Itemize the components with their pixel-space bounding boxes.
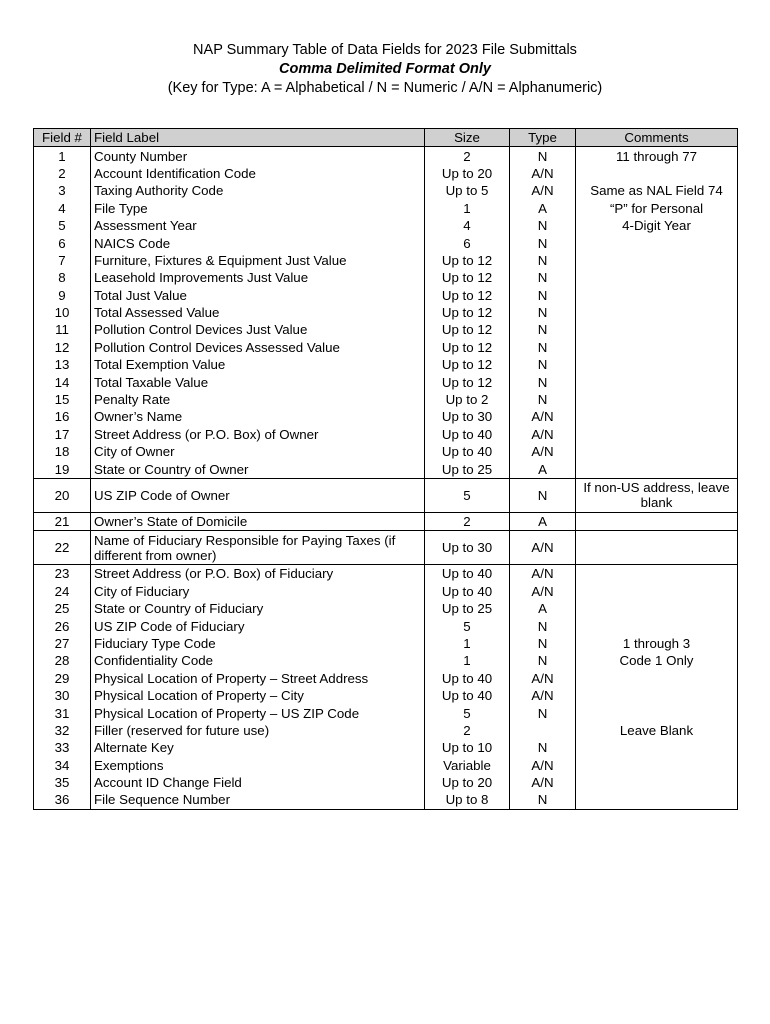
field-label-cell: Account Identification Code (91, 165, 425, 182)
table-row (34, 339, 738, 356)
table-row (34, 722, 738, 739)
type-cell: N (510, 739, 576, 756)
type-cell: N (510, 704, 576, 721)
comments-cell: 1 through 3 (576, 635, 738, 652)
table-row (34, 287, 738, 304)
size-cell: Variable (425, 757, 510, 774)
table-row (34, 234, 738, 251)
table-row (34, 269, 738, 286)
field-number-cell: 8 (34, 269, 91, 286)
comments-cell (576, 321, 738, 338)
comments-cell (576, 687, 738, 704)
column-header-size: Size (425, 129, 510, 147)
field-label-cell: County Number (91, 147, 425, 165)
field-label-cell: Penalty Rate (91, 391, 425, 408)
size-cell: Up to 40 (425, 583, 510, 600)
table-row (34, 443, 738, 460)
field-label-cell: Total Exemption Value (91, 356, 425, 373)
document-header (0, 41, 770, 98)
type-cell: A (510, 460, 576, 478)
field-number-cell: 11 (34, 321, 91, 338)
size-cell: Up to 2 (425, 391, 510, 408)
type-cell: A (510, 512, 576, 530)
field-number-cell: 28 (34, 652, 91, 669)
comments-cell (576, 165, 738, 182)
table-row (34, 217, 738, 234)
table-row (34, 408, 738, 425)
field-label-cell: Total Assessed Value (91, 304, 425, 321)
table-row (34, 652, 738, 669)
field-number-cell: 16 (34, 408, 91, 425)
type-cell: N (510, 373, 576, 390)
type-cell: A (510, 600, 576, 617)
type-key-note: (Key for Type: A = Alphabetical / N = Numeric / A/N = Alphanumeric) (167, 80, 603, 96)
type-cell: N (510, 234, 576, 251)
table-row (34, 460, 738, 478)
field-label-cell: Total Taxable Value (91, 373, 425, 390)
type-cell: N (510, 652, 576, 669)
size-cell: 5 (425, 704, 510, 721)
field-number-cell: 22 (34, 531, 91, 565)
field-number-cell: 2 (34, 165, 91, 182)
type-cell: A (510, 200, 576, 217)
field-number-cell: 27 (34, 635, 91, 652)
comments-cell: 4-Digit Year (576, 217, 738, 234)
field-label-cell: Exemptions (91, 757, 425, 774)
comments-cell (576, 234, 738, 251)
field-label-cell: File Type (91, 200, 425, 217)
table-row (34, 200, 738, 217)
table-header-row (34, 129, 738, 147)
type-cell: N (510, 478, 576, 512)
table-row (34, 670, 738, 687)
type-cell: A/N (510, 583, 576, 600)
table-row (34, 531, 738, 565)
size-cell: Up to 20 (425, 774, 510, 791)
field-number-cell: 34 (34, 757, 91, 774)
field-label-cell: Alternate Key (91, 739, 425, 756)
field-number-cell: 14 (34, 373, 91, 390)
column-header-field-number: Field # (34, 129, 91, 147)
field-number-cell: 5 (34, 217, 91, 234)
field-number-cell: 24 (34, 583, 91, 600)
field-label-cell: File Sequence Number (91, 791, 425, 809)
field-number-cell: 18 (34, 443, 91, 460)
size-cell: Up to 40 (425, 426, 510, 443)
table-row (34, 687, 738, 704)
field-label-cell: Owner’s Name (91, 408, 425, 425)
table-row (34, 512, 738, 530)
field-number-cell: 7 (34, 252, 91, 269)
field-number-cell: 13 (34, 356, 91, 373)
document-title: NAP Summary Table of Data Fields for 2023 File Submittals (193, 42, 577, 58)
type-cell: N (510, 791, 576, 809)
type-cell: A/N (510, 426, 576, 443)
comments-cell (576, 339, 738, 356)
comments-cell (576, 391, 738, 408)
type-cell: A/N (510, 531, 576, 565)
field-label-cell: US ZIP Code of Fiduciary (91, 617, 425, 634)
comments-cell (576, 426, 738, 443)
field-number-cell: 26 (34, 617, 91, 634)
size-cell: Up to 8 (425, 791, 510, 809)
size-cell: 4 (425, 217, 510, 234)
type-cell: A/N (510, 408, 576, 425)
comments-cell: “P” for Personal (576, 200, 738, 217)
field-label-cell: City of Fiduciary (91, 583, 425, 600)
size-cell: Up to 30 (425, 531, 510, 565)
comments-cell (576, 356, 738, 373)
size-cell: Up to 20 (425, 165, 510, 182)
field-number-cell: 10 (34, 304, 91, 321)
size-cell: Up to 40 (425, 443, 510, 460)
field-number-cell: 36 (34, 791, 91, 809)
table-row (34, 757, 738, 774)
field-label-cell: Leasehold Improvements Just Value (91, 269, 425, 286)
table-row (34, 373, 738, 390)
comments-cell (576, 600, 738, 617)
comments-cell (576, 565, 738, 583)
comments-cell (576, 617, 738, 634)
type-cell: N (510, 269, 576, 286)
table-row (34, 252, 738, 269)
comments-cell (576, 739, 738, 756)
comments-cell: Leave Blank (576, 722, 738, 739)
size-cell: 2 (425, 147, 510, 165)
field-number-cell: 25 (34, 600, 91, 617)
type-cell: A/N (510, 670, 576, 687)
size-cell: 5 (425, 478, 510, 512)
size-cell: 5 (425, 617, 510, 634)
size-cell: 1 (425, 652, 510, 669)
data-fields-table (33, 128, 738, 810)
comments-cell (576, 512, 738, 530)
field-number-cell: 19 (34, 460, 91, 478)
comments-cell (576, 287, 738, 304)
table-row (34, 147, 738, 165)
type-cell (510, 722, 576, 739)
type-cell: N (510, 339, 576, 356)
size-cell: Up to 12 (425, 252, 510, 269)
field-number-cell: 17 (34, 426, 91, 443)
comments-cell (576, 757, 738, 774)
field-label-cell: Taxing Authority Code (91, 182, 425, 199)
table-row (34, 600, 738, 617)
comments-cell (576, 531, 738, 565)
type-cell: N (510, 635, 576, 652)
size-cell: Up to 40 (425, 670, 510, 687)
field-number-cell: 35 (34, 774, 91, 791)
comments-cell: Same as NAL Field 74 (576, 182, 738, 199)
field-label-cell: Owner’s State of Domicile (91, 512, 425, 530)
size-cell: 1 (425, 635, 510, 652)
type-cell: A/N (510, 565, 576, 583)
type-cell: N (510, 252, 576, 269)
comments-cell: If non-US address, leave blank (576, 478, 738, 512)
field-label-cell: Filler (reserved for future use) (91, 722, 425, 739)
table-row (34, 791, 738, 809)
field-number-cell: 23 (34, 565, 91, 583)
field-number-cell: 21 (34, 512, 91, 530)
size-cell: 2 (425, 512, 510, 530)
type-cell: N (510, 304, 576, 321)
size-cell: Up to 12 (425, 373, 510, 390)
comments-cell (576, 460, 738, 478)
size-cell: Up to 25 (425, 460, 510, 478)
table-row (34, 739, 738, 756)
size-cell: Up to 12 (425, 339, 510, 356)
comments-cell (576, 583, 738, 600)
table-row (34, 356, 738, 373)
field-label-cell: Fiduciary Type Code (91, 635, 425, 652)
field-number-cell: 6 (34, 234, 91, 251)
table-row (34, 304, 738, 321)
table-row (34, 704, 738, 721)
table-row (34, 478, 738, 512)
column-header-comments: Comments (576, 129, 738, 147)
field-number-cell: 9 (34, 287, 91, 304)
size-cell: Up to 40 (425, 565, 510, 583)
table-row (34, 391, 738, 408)
type-cell: A/N (510, 757, 576, 774)
field-number-cell: 3 (34, 182, 91, 199)
type-cell: N (510, 287, 576, 304)
field-number-cell: 20 (34, 478, 91, 512)
type-cell: N (510, 217, 576, 234)
field-number-cell: 29 (34, 670, 91, 687)
type-cell: A/N (510, 687, 576, 704)
field-label-cell: Street Address (or P.O. Box) of Fiduciary (91, 565, 425, 583)
type-cell: N (510, 391, 576, 408)
table-row (34, 182, 738, 199)
document-subtitle: Comma Delimited Format Only (279, 61, 491, 77)
field-label-cell: State or Country of Fiduciary (91, 600, 425, 617)
field-number-cell: 32 (34, 722, 91, 739)
type-cell: A/N (510, 182, 576, 199)
field-label-cell: Physical Location of Property – Street Address (91, 670, 425, 687)
field-label-cell: Street Address (or P.O. Box) of Owner (91, 426, 425, 443)
table-row (34, 774, 738, 791)
field-label-cell: Total Just Value (91, 287, 425, 304)
field-label-cell: State or Country of Owner (91, 460, 425, 478)
type-cell: N (510, 617, 576, 634)
size-cell: Up to 12 (425, 356, 510, 373)
column-header-type: Type (510, 129, 576, 147)
size-cell: Up to 12 (425, 304, 510, 321)
field-label-cell: US ZIP Code of Owner (91, 478, 425, 512)
comments-cell (576, 791, 738, 809)
comments-cell: Code 1 Only (576, 652, 738, 669)
table-row (34, 565, 738, 583)
comments-cell (576, 670, 738, 687)
table-row (34, 165, 738, 182)
field-label-cell: Pollution Control Devices Assessed Value (91, 339, 425, 356)
type-cell: N (510, 147, 576, 165)
column-header-field-label: Field Label (91, 129, 425, 147)
size-cell: Up to 12 (425, 321, 510, 338)
field-label-cell: NAICS Code (91, 234, 425, 251)
comments-cell (576, 304, 738, 321)
type-cell: N (510, 321, 576, 338)
field-label-cell: Pollution Control Devices Just Value (91, 321, 425, 338)
size-cell: Up to 5 (425, 182, 510, 199)
table-row (34, 635, 738, 652)
table-row (34, 583, 738, 600)
size-cell: 2 (425, 722, 510, 739)
table-row (34, 617, 738, 634)
field-label-cell: Account ID Change Field (91, 774, 425, 791)
type-cell: N (510, 356, 576, 373)
field-number-cell: 12 (34, 339, 91, 356)
type-cell: A/N (510, 774, 576, 791)
field-number-cell: 30 (34, 687, 91, 704)
field-label-cell: Name of Fiduciary Responsible for Paying Taxes (if different from owner) (91, 531, 425, 565)
size-cell: Up to 30 (425, 408, 510, 425)
type-cell: A/N (510, 443, 576, 460)
size-cell: Up to 10 (425, 739, 510, 756)
size-cell: Up to 25 (425, 600, 510, 617)
table-body (34, 147, 738, 809)
field-label-cell: Assessment Year (91, 217, 425, 234)
comments-cell (576, 269, 738, 286)
comments-cell (576, 774, 738, 791)
comments-cell: 11 through 77 (576, 147, 738, 165)
size-cell: 1 (425, 200, 510, 217)
size-cell: Up to 12 (425, 287, 510, 304)
type-cell: A/N (510, 165, 576, 182)
comments-cell (576, 408, 738, 425)
field-number-cell: 15 (34, 391, 91, 408)
size-cell: Up to 12 (425, 269, 510, 286)
field-label-cell: City of Owner (91, 443, 425, 460)
field-label-cell: Physical Location of Property – US ZIP Code (91, 704, 425, 721)
table-row (34, 321, 738, 338)
comments-cell (576, 373, 738, 390)
field-number-cell: 4 (34, 200, 91, 217)
field-label-cell: Confidentiality Code (91, 652, 425, 669)
comments-cell (576, 443, 738, 460)
size-cell: 6 (425, 234, 510, 251)
field-label-cell: Furniture, Fixtures & Equipment Just Value (91, 252, 425, 269)
comments-cell (576, 252, 738, 269)
size-cell: Up to 40 (425, 687, 510, 704)
field-number-cell: 31 (34, 704, 91, 721)
table-row (34, 426, 738, 443)
field-number-cell: 1 (34, 147, 91, 165)
field-label-cell: Physical Location of Property – City (91, 687, 425, 704)
comments-cell (576, 704, 738, 721)
field-number-cell: 33 (34, 739, 91, 756)
